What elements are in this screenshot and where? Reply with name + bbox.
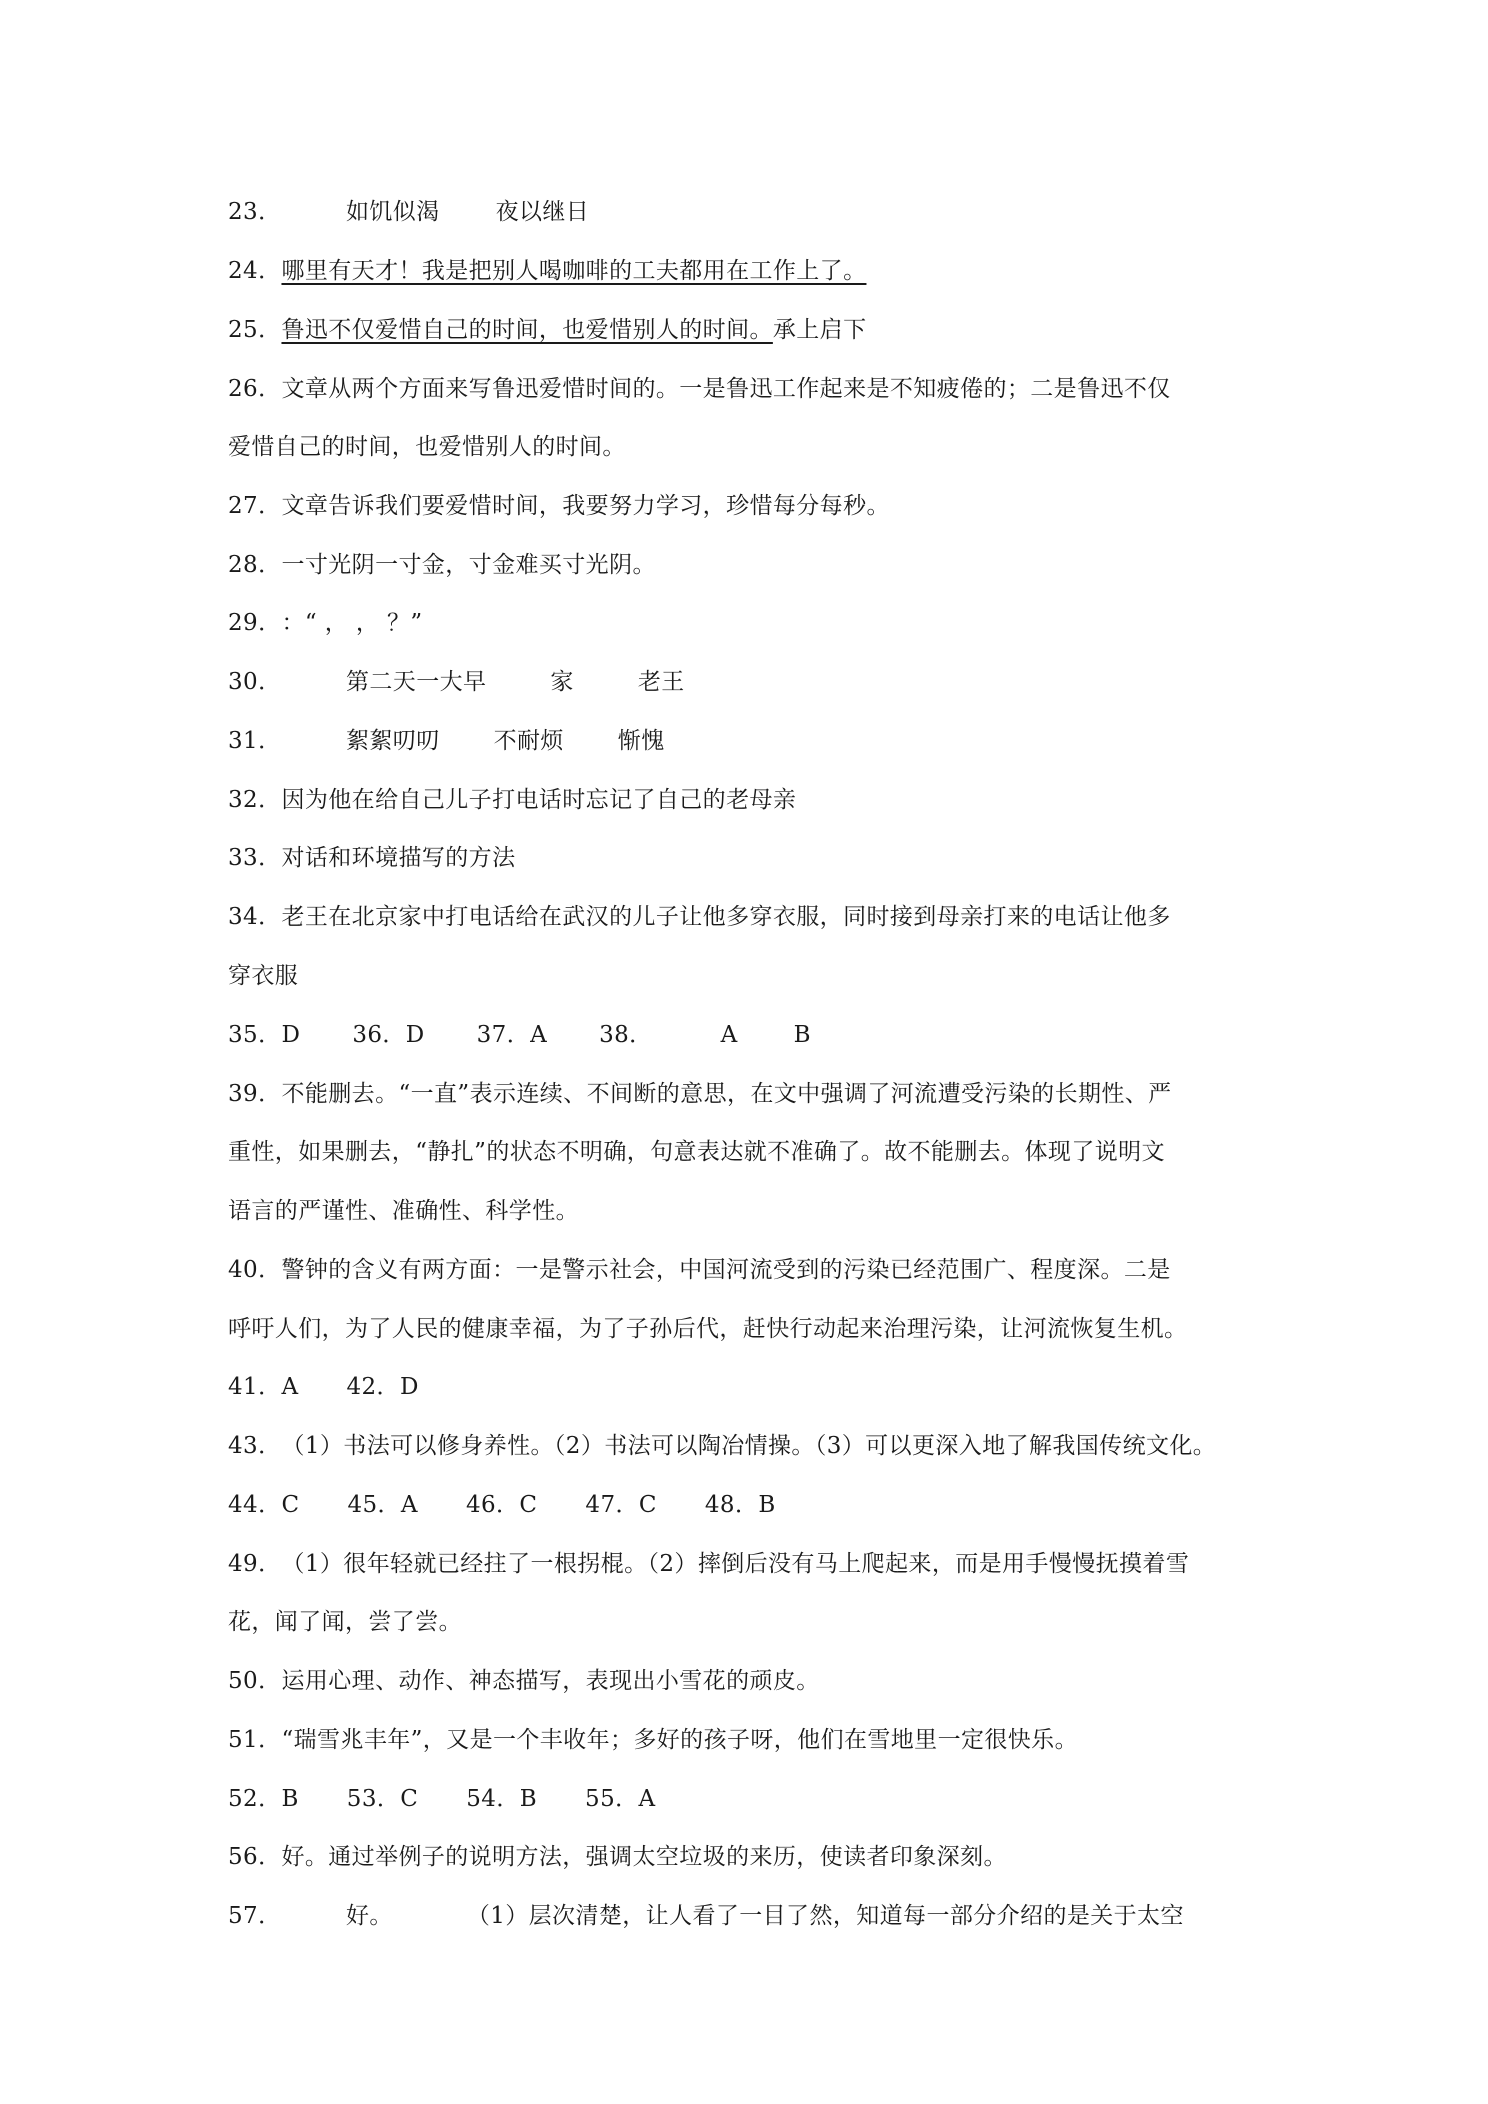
answers-41-42 [228,1371,1268,1403]
answers-35-38 [228,1019,1268,1051]
answer-46: 46．C [465,1492,538,1518]
answer-number: 43． [228,1433,282,1459]
answer-text: 文章从两个方面来写鲁迅爱惜时间的。一是鲁迅工作起来是不知疲倦的；二是鲁迅不仅 [281,376,1171,402]
answer-39-line-2 [228,1136,1268,1168]
answer-33 [228,842,1268,874]
answer-38-b: B [793,1022,811,1048]
answer-number: 49． [228,1551,282,1577]
answer-text: （1）很年轻就已经拄了一根拐棍。（2）摔倒后没有马上爬起来，而是用手慢慢抚摸着雪 [281,1551,1190,1577]
answer-47: 47．C [585,1492,657,1518]
answer-number: 56． [228,1844,282,1870]
answer-number: 28． [228,552,282,578]
answer-number: 31． [228,728,282,754]
answer-text: 夜以继日 [495,199,590,225]
answer-50 [228,1665,1268,1697]
answer-28 [228,549,1268,581]
answer-number: 33． [228,845,282,871]
answer-text: 老王在北京家中打电话给在武汉的儿子让他多穿衣服，同时接到母亲打来的电话让他多 [281,904,1171,930]
answer-38: 38． [599,1022,653,1048]
answer-44: 44．C [228,1492,300,1518]
answer-54: 54．B [466,1786,538,1812]
answer-41: 41．A [228,1374,299,1400]
answer-text: 文章告诉我们要爱惜时间，我要努力学习，珍惜每分每秒。 [281,493,890,519]
answer-text: 絮絮叨叨 [346,728,440,754]
answer-text: 呼吁人们，为了人民的健康幸福，为了子孙后代，赶快行动起来治理污染，让河流恢复生机。 [228,1316,1188,1342]
answer-text: （1）层次清楚，让人看了一目了然，知道每一部分介绍的是关于太空 [466,1903,1184,1929]
answer-51 [228,1724,1268,1756]
answer-30 [228,666,1268,698]
answer-text: 承上启下 [772,317,867,343]
answer-text: 语言的严谨性、准确性、科学性。 [228,1198,579,1224]
answer-text: 好。通过举例子的说明方法，强调太空垃圾的来历，使读者印象深刻。 [281,1844,1007,1870]
answer-57 [228,1900,1268,1932]
answer-text: 警钟的含义有两方面：一是警示社会，中国河流受到的污染已经范围广、程度深。二是 [281,1257,1171,1283]
answer-31 [228,725,1268,757]
answer-text: （1）书法可以修身养性。（2）书法可以陶冶情操。（3）可以更深入地了解我国传统文化。 [281,1433,1217,1459]
answer-text: 好。 [346,1903,393,1929]
answer-number: 32． [228,787,282,813]
answer-text: 运用心理、动作、神态描写，表现出小雪花的顽皮。 [281,1668,820,1694]
answer-37: 37．A [476,1022,548,1048]
answer-40-line-2 [228,1313,1268,1345]
answer-34-line-2 [228,960,1268,992]
answer-number: 34． [228,904,282,930]
answers-44-48 [228,1489,1268,1521]
answer-32 [228,784,1268,816]
answer-49-line-1 [228,1548,1268,1580]
answer-text: 重性，如果删去，“静扎”的状态不明确，句意表达就不准确了。故不能删去。体现了说明文 [228,1139,1165,1165]
answer-number: 25． [228,317,282,343]
answer-35: 35．D [228,1022,301,1048]
answer-text: ：“ ， ， ？” [281,610,423,636]
answer-number: 40． [228,1257,282,1283]
answer-text: 对话和环境描写的方法 [281,845,516,871]
answer-number: 29． [228,610,282,636]
answer-38-a: A [720,1022,738,1048]
answer-25 [228,314,1268,346]
answer-49-line-2 [228,1606,1268,1638]
answer-29 [228,607,1268,639]
answer-39-line-3 [228,1195,1268,1227]
answer-text: 老王 [637,669,685,695]
answer-text: “瑞雪兆丰年”，又是一个丰收年；多好的孩子呀，他们在雪地里一定很快乐。 [281,1727,1078,1753]
answer-text: 穿衣服 [228,963,299,989]
answer-26-line-2 [228,431,1268,463]
answer-36: 36．D [352,1022,425,1048]
answer-text: 如饥似渴 [346,199,440,225]
answer-23 [228,196,1268,228]
answer-text: 不能删去。“一直”表示连续、不间断的意思，在文中强调了河流遭受污染的长期性、严 [281,1081,1172,1107]
answer-text: 因为他在给自己儿子打电话时忘记了自己的老母亲 [281,787,797,813]
answer-55: 55．A [585,1786,656,1812]
answer-text: 花，闻了闻，尝了尝。 [228,1609,462,1635]
answer-52: 52．B [228,1786,299,1812]
answer-number: 57． [228,1903,282,1929]
answer-text: 爱惜自己的时间，也爱惜别人的时间。 [228,434,626,460]
answer-number: 23． [228,199,282,225]
answer-53: 53．C [346,1786,419,1812]
answer-26-line-1 [228,373,1268,405]
answer-number: 39． [228,1081,282,1107]
answer-text: 不耐烦 [493,728,564,754]
answer-48: 48．B [704,1492,776,1518]
answer-number: 26． [228,376,282,402]
answers-52-55 [228,1783,1268,1815]
answer-40-line-1 [228,1254,1268,1286]
answer-39-line-1 [228,1078,1268,1110]
answer-34-line-1 [228,901,1268,933]
answer-text: 惭愧 [617,728,665,754]
answer-number: 24． [228,258,282,284]
answer-43 [228,1430,1268,1462]
answer-45: 45．A [347,1492,418,1518]
answer-number: 51． [228,1727,282,1753]
answer-text: 第二天一大早 [346,669,487,695]
answer-56 [228,1841,1268,1873]
answer-number: 50． [228,1668,282,1694]
answer-42: 42．D [346,1374,419,1400]
answer-text: 一寸光阴一寸金，寸金难买寸光阴。 [281,552,656,578]
answer-text-underlined: 哪里有天才！我是把别人喝咖啡的工夫都用在工作上了。 [281,258,867,284]
answer-number: 27． [228,493,282,519]
answer-text-underlined: 鲁迅不仅爱惜自己的时间，也爱惜别人的时间。 [281,317,773,343]
answer-text: 家 [550,669,574,695]
answer-27 [228,490,1268,522]
answer-number: 30． [228,669,282,695]
answer-24 [228,255,1268,287]
